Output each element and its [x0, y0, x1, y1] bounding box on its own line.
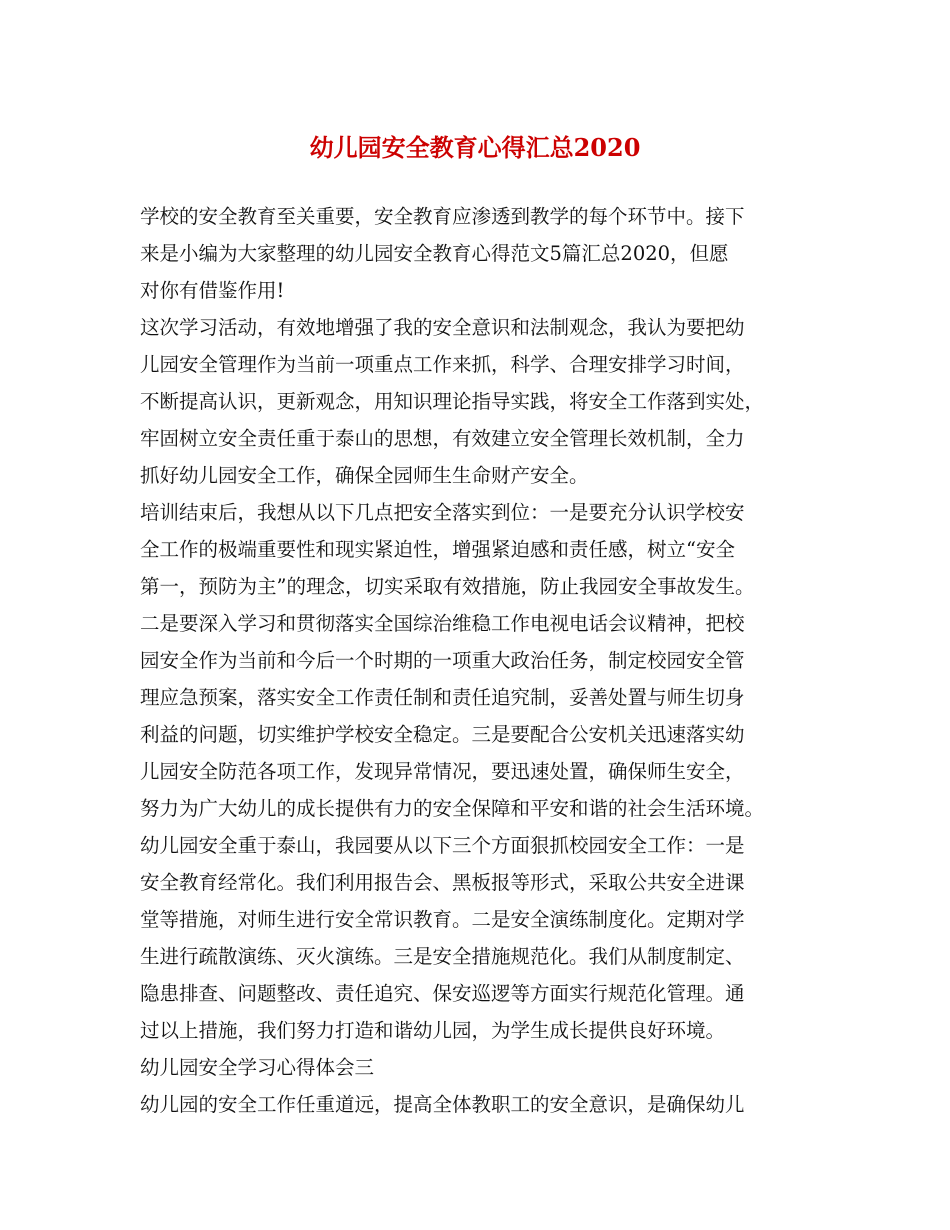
body-line: 园安全作为当前和今后一个时期的一项重大政治任务，制定校园安全管 [140, 649, 745, 672]
body-line: 儿园安全防范各项工作，发现异常情况，要迅速处置，确保师生安全， [140, 760, 745, 783]
body-line: 儿园安全管理作为当前一项重点工作来抓，科学、合理安排学习时间， [140, 353, 745, 376]
body-line: 不断提高认识，更新观念，用知识理论指导实践，将安全工作落到实处， [140, 390, 765, 413]
body-line: 全工作的极端重要性和现实紧迫性，增强紧迫感和责任感，树立“安全 [140, 538, 735, 561]
body-line: 幼儿园的安全工作任重道远，提高全体教职工的安全意识，是确保幼儿 [140, 1093, 745, 1116]
body-line: 安全教育经常化。我们利用报告会、黑板报等形式，采取公共安全进课 [140, 871, 745, 894]
body-line: 幼儿园安全重于泰山，我园要从以下三个方面狠抓校园安全工作：一是 [140, 834, 745, 857]
body-line: 二是要深入学习和贯彻落实全国综治维稳工作电视电话会议精神，把校 [140, 612, 745, 635]
body-line: 学校的安全教育至关重要，安全教育应渗透到教学的每个环节中。接下 [140, 205, 745, 228]
body-line: 第一，预防为主”的理念，切实采取有效措施，防止我园安全事故发生。 [140, 575, 755, 598]
body-line: 这次学习活动，有效地增强了我的安全意识和法制观念，我认为要把幼 [140, 316, 745, 339]
body-line: 利益的问题，切实维护学校安全稳定。三是要配合公安机关迅速落实幼 [140, 723, 745, 746]
body-line: 努力为广大幼儿的成长提供有力的安全保障和平安和谐的社会生活环境。 [140, 797, 765, 820]
body-line: 堂等措施，对师生进行安全常识教育。二是安全演练制度化。定期对学 [140, 908, 745, 931]
body-line: 理应急预案，落实安全工作责任制和责任追究制，妥善处置与师生切身 [140, 686, 745, 709]
document-body [140, 198, 825, 1123]
body-line: 对你有借鉴作用! [140, 279, 285, 302]
body-line: 牢固树立安全责任重于泰山的思想，有效建立安全管理长效机制，全力 [140, 427, 745, 450]
body-line: 隐患排查、问题整改、责任追究、保安巡逻等方面实行规范化管理。通 [140, 982, 745, 1005]
body-line: 生进行疏散演练、灭火演练。三是安全措施规范化。我们从制度制定、 [140, 945, 745, 968]
body-line: 抓好幼儿园安全工作，确保全园师生生命财产安全。 [140, 464, 589, 487]
body-line: 培训结束后，我想从以下几点把安全落实到位：一是要充分认识学校安 [140, 501, 745, 524]
section-heading: 幼儿园安全学习心得体会三 [140, 1056, 375, 1079]
body-line: 来是小编为大家整理的幼儿园安全教育心得范文5篇汇总2020，但愿 [140, 242, 729, 265]
document-title: 幼儿园安全教育心得汇总2020 [309, 133, 641, 162]
body-line: 过以上措施，我们努力打造和谐幼儿园，为学生成长提供良好环境。 [140, 1019, 726, 1042]
